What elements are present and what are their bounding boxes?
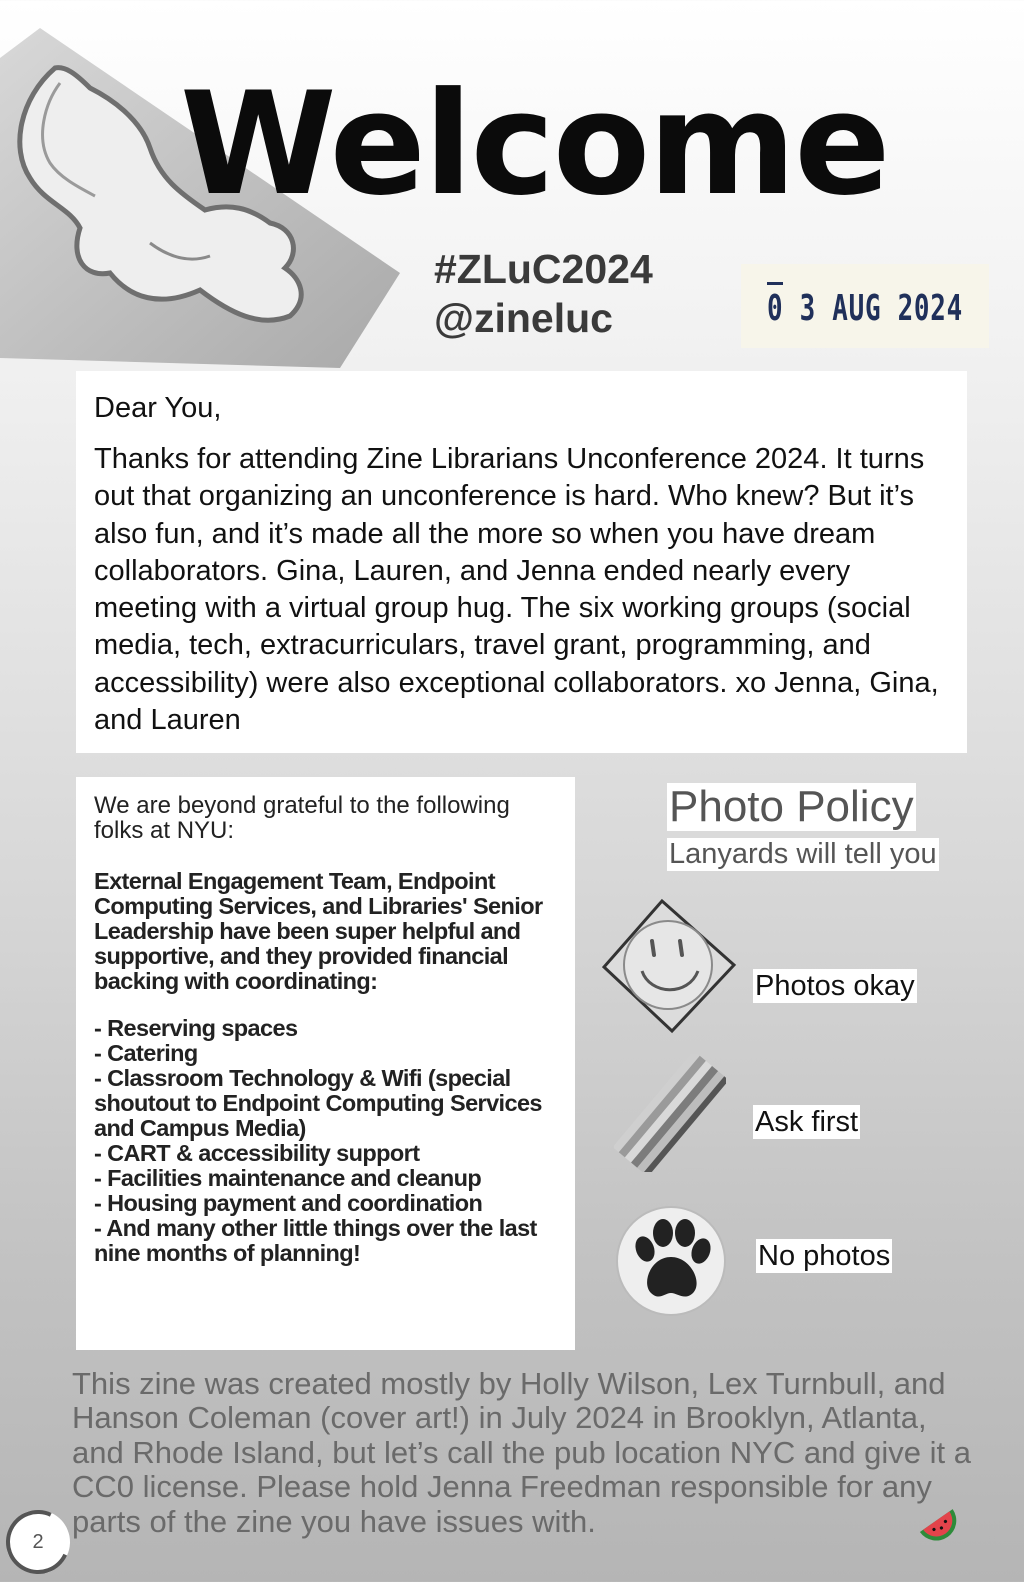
smiley-face-icon [600, 897, 738, 1035]
page-title: Welcome [180, 62, 889, 227]
date-stamp-text: 0 3 AUG 2024 [767, 288, 963, 329]
list-item: - Catering [94, 1040, 198, 1066]
letter-body: Thanks for attending Zine Librarians Unconference 2024. It turns out that organizing an unconference is hard. Who knew? But it’s also fun, and it’s made all the more so when you have dream collaborators. Gina, Lauren, and Jenna ended nearly every meeting with a virtual group hug. The six working groups (social media, tech, extracurriculars, travel grant, programming, and accessibility) were also exceptional collaborators. xo Jenna, Gina, and Lauren [94, 443, 939, 737]
list-item: - And many other little things over the last nine months of planning! [94, 1215, 537, 1266]
policy-ask-first: Ask first [755, 1106, 859, 1138]
acknowledgements-lead: External Engagement Team, Endpoint Computing Services, and Libraries' Senior Leadership have been super helpful and supportive, and they provided financial backing with coordinating: [94, 868, 543, 994]
watermelon-icon [915, 1500, 961, 1546]
letter-greeting: Dear You, [94, 392, 222, 424]
list-item: - Housing payment and coordination [94, 1190, 483, 1216]
photo-policy-title: Photo Policy [669, 782, 914, 831]
acknowledgements-intro: We are beyond grateful to the following folks at NYU: [94, 792, 510, 844]
welcome-letter [76, 371, 967, 753]
social-handle: @zineluc [434, 295, 613, 341]
paw-print-icon [615, 1205, 727, 1317]
stamp-tick [767, 282, 783, 285]
list-item: - Reserving spaces [94, 1015, 298, 1041]
acknowledgements-box [76, 777, 575, 1350]
acknowledgements-list [94, 1016, 557, 1266]
photo-policy-subtitle: Lanyards will tell you [669, 838, 937, 870]
date-stamp [741, 264, 989, 348]
page-number-badge [0, 1501, 79, 1582]
hashtag: #ZLuC2024 [434, 246, 653, 292]
list-item: - Classroom Technology & Wifi (special shoutout to Endpoint Computing Services and Campus Media) [94, 1065, 542, 1141]
policy-no-photos: No photos [758, 1240, 891, 1272]
zine-credits: This zine was created mostly by Holly Wilson, Lex Turnbull, and Hanson Coleman (cover art!) in July 2024 in Brooklyn, Atlanta, and Rhode Island, but let’s call the pub location NYC and give it a CC0 license. Please hold Jenna Freedman responsible for any parts of the zine you have issues with. [72, 1366, 971, 1539]
rainbow-stripe-icon [614, 1054, 726, 1172]
policy-photos-okay: Photos okay [755, 970, 915, 1002]
list-item: - CART & accessibility support [94, 1140, 420, 1166]
page-number: 2 [32, 1530, 44, 1553]
list-item: - Facilities maintenance and cleanup [94, 1165, 482, 1191]
